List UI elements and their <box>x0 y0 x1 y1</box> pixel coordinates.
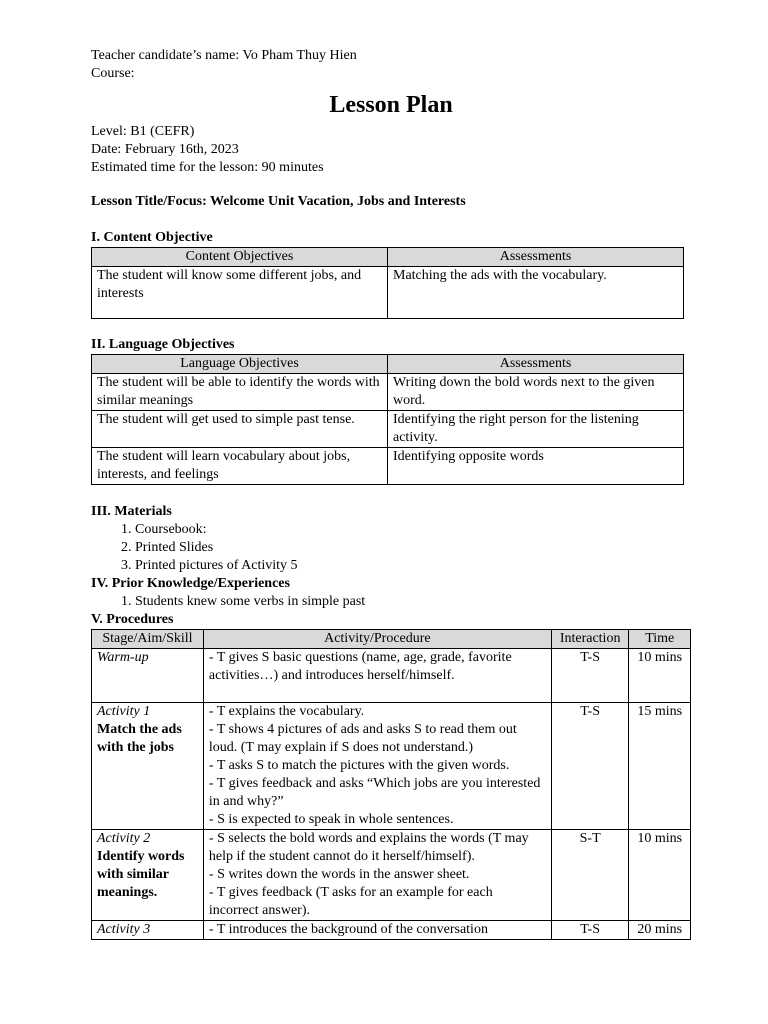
table-cell: 10 mins <box>629 649 691 703</box>
activity-step: - T gives feedback and asks “Which jobs are you interested in and why?” <box>208 776 541 809</box>
stage-label: Activity 3 <box>97 922 151 937</box>
table-cell: The student will get used to simple past tense. <box>92 411 388 448</box>
column-header: Interaction <box>551 630 629 649</box>
list-item: 2. Printed Slides <box>135 539 691 557</box>
table-cell <box>203 649 551 703</box>
table-cell: T-S <box>551 921 629 940</box>
page-title: Lesson Plan <box>329 92 453 118</box>
table-cell: The student will know some different jobs, and interests <box>92 267 388 319</box>
column-header: Assessments <box>388 248 684 267</box>
prior-knowledge-heading: IV. Prior Knowledge/Experiences <box>91 576 290 591</box>
list-item: 3. Printed pictures of Activity 5 <box>135 557 691 575</box>
stage-aim: Identify words with similar meanings. <box>97 849 185 900</box>
estimated-time: Estimated time for the lesson: 90 minutes <box>91 160 324 175</box>
table-cell: The student will learn vocabulary about jobs, interests, and feelings <box>92 448 388 485</box>
activity-step: - T gives S basic questions (name, age, grade, favorite activities…) and introduces herself/himself. <box>208 650 512 683</box>
activity-step: - S is expected to speak in whole sentences. <box>208 812 454 827</box>
activity-step: - S selects the bold words and explains the words (T may help if the student cannot do it herself/himself). <box>208 831 529 864</box>
table-cell <box>92 921 204 940</box>
column-header: Activity/Procedure <box>203 630 551 649</box>
table-cell <box>203 703 551 830</box>
date: Date: February 16th, 2023 <box>91 142 239 157</box>
list-item: 1. Students knew some verbs in simple past <box>135 593 691 611</box>
table-cell <box>92 830 204 921</box>
table-cell: T-S <box>551 703 629 830</box>
table-cell <box>92 703 204 830</box>
activity-step: - T explains the vocabulary. <box>208 704 365 719</box>
table-row <box>92 649 691 703</box>
materials-heading: III. Materials <box>91 504 172 519</box>
prior-knowledge-list <box>91 593 691 611</box>
table-header-row <box>92 355 684 374</box>
stage-aim: Match the ads with the jobs <box>97 722 182 755</box>
column-header: Time <box>629 630 691 649</box>
column-header: Language Objectives <box>92 355 388 374</box>
table-cell: 20 mins <box>629 921 691 940</box>
table-cell: Identifying the right person for the listening activity. <box>388 411 684 448</box>
table-row <box>92 921 691 940</box>
table-cell: Writing down the bold words next to the given word. <box>388 374 684 411</box>
table-cell <box>203 921 551 940</box>
table-header-row <box>92 630 691 649</box>
list-item: 1. Coursebook: <box>135 521 691 539</box>
language-objectives-heading: II. Language Objectives <box>91 337 235 352</box>
activity-step: - T introduces the background of the conversation <box>208 922 488 937</box>
table-cell: S-T <box>551 830 629 921</box>
table-cell: T-S <box>551 649 629 703</box>
procedures-table <box>91 629 691 940</box>
column-header: Assessments <box>388 355 684 374</box>
table-cell <box>92 649 204 703</box>
activity-step: - T asks S to match the pictures with the given words. <box>208 758 510 773</box>
document-page <box>91 47 691 940</box>
stage-label: Warm-up <box>97 650 149 665</box>
stage-label: Activity 1 <box>97 704 151 719</box>
table-cell: 15 mins <box>629 703 691 830</box>
table-header-row <box>92 248 684 267</box>
teacher-name: Teacher candidate’s name: Vo Pham Thuy Hien <box>91 48 357 63</box>
table-row <box>92 374 684 411</box>
table-row <box>92 411 684 448</box>
table-cell: Identifying opposite words <box>388 448 684 485</box>
stage-label: Activity 2 <box>97 831 151 846</box>
table-row <box>92 448 684 485</box>
procedures-heading: V. Procedures <box>91 612 174 627</box>
course: Course: <box>91 66 135 81</box>
materials-list <box>91 521 691 575</box>
table-row <box>92 267 684 319</box>
activity-step: - T gives feedback (T asks for an example for each incorrect answer). <box>208 885 493 918</box>
column-header: Stage/Aim/Skill <box>92 630 204 649</box>
activity-step: - S writes down the words in the answer sheet. <box>208 867 470 882</box>
language-objectives-table <box>91 354 684 485</box>
table-row <box>92 830 691 921</box>
content-objective-table <box>91 247 684 319</box>
lesson-title: Lesson Title/Focus: Welcome Unit Vacation, Jobs and Interests <box>91 194 466 209</box>
level: Level: B1 (CEFR) <box>91 124 195 139</box>
table-cell <box>203 830 551 921</box>
table-cell: Matching the ads with the vocabulary. <box>388 267 684 319</box>
column-header: Content Objectives <box>92 248 388 267</box>
table-cell: 10 mins <box>629 830 691 921</box>
activity-step: - T shows 4 pictures of ads and asks S to read them out loud. (T may explain if S does not understand.) <box>208 722 517 755</box>
table-row <box>92 703 691 830</box>
table-cell: The student will be able to identify the words with similar meanings <box>92 374 388 411</box>
content-objective-heading: I. Content Objective <box>91 230 213 245</box>
